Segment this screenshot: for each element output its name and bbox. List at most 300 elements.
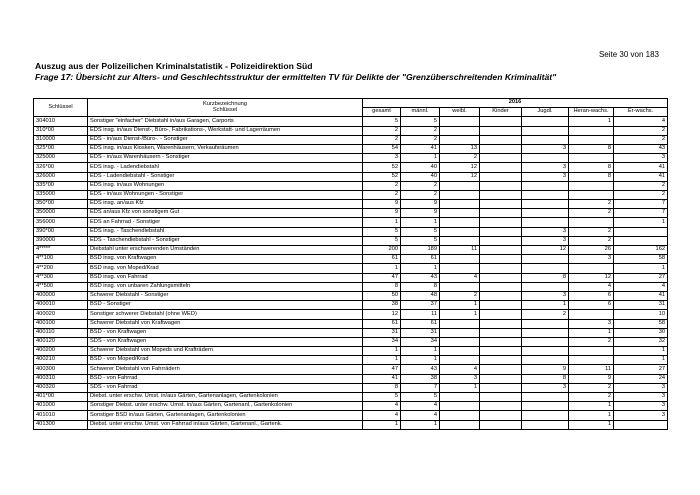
cell-total: 38: [363, 301, 401, 310]
cell-adults: 7: [614, 200, 668, 209]
cell-female: 3: [440, 374, 480, 383]
cell-total: 1: [363, 356, 401, 365]
table-row: [34, 411, 668, 420]
cell-key: 310*00: [34, 126, 88, 135]
cell-juveniles: 3: [522, 291, 569, 300]
cell-female: [440, 356, 480, 365]
cell-male: 2: [401, 135, 440, 144]
cell-juveniles: 3: [522, 172, 569, 181]
cell-key: 400100: [34, 319, 88, 328]
cell-children: [480, 236, 522, 245]
cell-male: 1: [401, 264, 440, 273]
cell-adults: [614, 420, 668, 429]
cell-total: 1: [363, 264, 401, 273]
table-row: [34, 200, 668, 209]
cell-adolescents: 8: [569, 144, 614, 153]
cell-key: 400020: [34, 310, 88, 319]
cell-male: 43: [401, 365, 440, 374]
year-header: 2016: [363, 99, 668, 108]
cell-male: 5: [401, 117, 440, 126]
cell-key: 325000: [34, 154, 88, 163]
cell-total: 5: [363, 236, 401, 245]
cell-total: 5: [363, 227, 401, 236]
cell-children: [480, 246, 522, 255]
cell-male: 1: [401, 154, 440, 163]
cell-female: [440, 328, 480, 337]
cell-adolescents: [569, 264, 614, 273]
cell-children: [480, 356, 522, 365]
cell-juveniles: [522, 319, 569, 328]
cell-juveniles: [522, 264, 569, 273]
cell-children: [480, 144, 522, 153]
cell-children: [480, 172, 522, 181]
cell-juveniles: 2: [522, 310, 569, 319]
cell-description: Schwerer Diebstahl von Fahrrädern: [88, 365, 363, 374]
cell-adolescents: [569, 126, 614, 135]
column-header-key: Schlüssel: [34, 99, 88, 117]
cell-children: [480, 135, 522, 144]
cell-total: 9: [363, 209, 401, 218]
cell-adolescents: [569, 181, 614, 190]
cell-male: 40: [401, 172, 440, 181]
cell-adults: 2: [614, 190, 668, 199]
column-header-description: [88, 99, 363, 117]
cell-key: 4**200: [34, 264, 88, 273]
cell-adults: 1: [614, 356, 668, 365]
cell-adolescents: 3: [569, 255, 614, 264]
table-row: [34, 393, 668, 402]
table-row: [34, 337, 668, 346]
cell-adults: 27: [614, 273, 668, 282]
cell-female: [440, 126, 480, 135]
report-subheading: Frage 17: Übersicht zur Alters- und Geschlechtsstruktur der ermittelten TV für Delikte der "Grenzüberschreitenden Kriminalität": [35, 72, 557, 82]
cell-male: 61: [401, 255, 440, 264]
table-row: [34, 319, 668, 328]
cell-children: [480, 301, 522, 310]
cell-total: 52: [363, 163, 401, 172]
column-header-adolescents: Heran-wachs.: [569, 108, 614, 117]
column-header-description-line2: Schlüssel: [212, 106, 238, 113]
cell-male: 189: [401, 246, 440, 255]
table-row: [34, 154, 668, 163]
cell-male: 1: [401, 356, 440, 365]
cell-children: [480, 393, 522, 402]
cell-female: 1: [440, 301, 480, 310]
cell-key: 401*00: [34, 393, 88, 402]
cell-female: [440, 227, 480, 236]
cell-description: EDS an/aus Kfz von sonstigem Gut: [88, 209, 363, 218]
cell-total: 5: [363, 117, 401, 126]
cell-juveniles: 8: [522, 374, 569, 383]
column-header-children: Kinder: [480, 108, 522, 117]
column-header-total: gesamt: [363, 108, 401, 117]
cell-female: [440, 117, 480, 126]
cell-adults: 3: [614, 154, 668, 163]
cell-female: 2: [440, 291, 480, 300]
cell-female: [440, 264, 480, 273]
cell-juveniles: 3: [522, 144, 569, 153]
table-row: [34, 356, 668, 365]
cell-description: BSD insg. von unbaren Zahlungsmitteln: [88, 282, 363, 291]
cell-male: 2: [401, 181, 440, 190]
cell-female: [440, 393, 480, 402]
cell-adults: 1: [614, 264, 668, 273]
cell-adolescents: 1: [569, 117, 614, 126]
cell-adults: 41: [614, 291, 668, 300]
table-row: [34, 273, 668, 282]
cell-male: 41: [401, 144, 440, 153]
table-row: [34, 264, 668, 273]
cell-male: 34: [401, 337, 440, 346]
cell-adolescents: 2: [569, 209, 614, 218]
cell-juveniles: [522, 402, 569, 411]
cell-adults: 58: [614, 319, 668, 328]
cell-children: [480, 402, 522, 411]
cell-adults: 2: [614, 181, 668, 190]
cell-female: [440, 255, 480, 264]
cell-children: [480, 163, 522, 172]
cell-children: [480, 200, 522, 209]
cell-adolescents: 8: [569, 172, 614, 181]
cell-total: 34: [363, 337, 401, 346]
cell-female: 1: [440, 383, 480, 392]
cell-juveniles: [522, 200, 569, 209]
cell-juveniles: 3: [522, 163, 569, 172]
cell-total: 47: [363, 273, 401, 282]
cell-male: 1: [401, 347, 440, 356]
cell-key: 326000: [34, 172, 88, 181]
cell-juveniles: 12: [522, 246, 569, 255]
cell-key: 310000: [34, 135, 88, 144]
cell-description: EDS insg. an/aus Kfz: [88, 200, 363, 209]
cell-male: 37: [401, 301, 440, 310]
cell-adults: 3: [614, 402, 668, 411]
cell-adults: 2: [614, 135, 668, 144]
table-row: [34, 347, 668, 356]
cell-male: 31: [401, 328, 440, 337]
cell-children: [480, 273, 522, 282]
table-row: [34, 301, 668, 310]
cell-description: Sonstiger BSD in/aus Gärten, Gartenanlagen, Gartenkolonien: [88, 411, 363, 420]
table-row: [34, 135, 668, 144]
table-row: [34, 181, 668, 190]
cell-key: 400110: [34, 328, 88, 337]
column-header-juveniles: Jugdl.: [522, 108, 569, 117]
cell-adults: 58: [614, 255, 668, 264]
cell-juveniles: [522, 117, 569, 126]
cell-juveniles: 9: [522, 365, 569, 374]
cell-adults: 41: [614, 163, 668, 172]
cell-adolescents: [569, 218, 614, 227]
cell-description: Sonstiger "einfacher" Diebstahl in/aus Garagen, Carports: [88, 117, 363, 126]
cell-adults: 27: [614, 365, 668, 374]
cell-total: 47: [363, 365, 401, 374]
cell-total: 4: [363, 411, 401, 420]
cell-description: Sonstiger Diebst. unter erschw. Umst. in/aus Gärten, Gartenanl., Gartenkolonien: [88, 402, 363, 411]
table-row: [34, 374, 668, 383]
cell-adults: 30: [614, 328, 668, 337]
table-row: [34, 209, 668, 218]
cell-adults: 3: [614, 393, 668, 402]
cell-description: EDS - Taschendiebstahl - Sonstiger: [88, 236, 363, 245]
cell-juveniles: [522, 420, 569, 429]
cell-adults: 1: [614, 218, 668, 227]
cell-male: 43: [401, 273, 440, 282]
cell-female: 2: [440, 154, 480, 163]
cell-total: 5: [363, 393, 401, 402]
cell-description: Diebst. unter erschw. Umst. in/aus Gärten, Gartenanlagen, Gartenkolonien: [88, 393, 363, 402]
cell-key: 400120: [34, 337, 88, 346]
cell-juveniles: [522, 328, 569, 337]
cell-total: 2: [363, 181, 401, 190]
cell-adults: 162: [614, 246, 668, 255]
cell-female: [440, 218, 480, 227]
cell-male: 40: [401, 163, 440, 172]
cell-male: 1: [401, 218, 440, 227]
table-header-row: [34, 99, 668, 108]
cell-children: [480, 209, 522, 218]
cell-adolescents: 3: [569, 319, 614, 328]
cell-total: 3: [363, 154, 401, 163]
cell-adolescents: [569, 347, 614, 356]
cell-female: 13: [440, 144, 480, 153]
cell-total: 4: [363, 402, 401, 411]
cell-key: 401300: [34, 420, 88, 429]
cell-children: [480, 291, 522, 300]
cell-children: [480, 117, 522, 126]
cell-description: BSD insg. von Kraftwagen: [88, 255, 363, 264]
table-row: [34, 291, 668, 300]
cell-children: [480, 310, 522, 319]
cell-children: [480, 365, 522, 374]
cell-key: 304010: [34, 117, 88, 126]
cell-adolescents: 12: [569, 273, 614, 282]
cell-key: 400300: [34, 365, 88, 374]
cell-total: 61: [363, 319, 401, 328]
table-row: [34, 282, 668, 291]
cell-description: Diebst. unter erschw. Umst. von Fahrrad in/aus Gärten, Gartenanl., Gartenk.: [88, 420, 363, 429]
cell-female: [440, 319, 480, 328]
cell-male: 11: [401, 310, 440, 319]
table-row: [34, 126, 668, 135]
cell-description: BSD - Sonstiger: [88, 301, 363, 310]
cell-description: EDS insg. - Ladendiebstahl: [88, 163, 363, 172]
cell-description: EDS insg. in/aus Wohnungen: [88, 181, 363, 190]
cell-juveniles: [522, 337, 569, 346]
cell-male: 4: [401, 411, 440, 420]
cell-juveniles: [522, 181, 569, 190]
cell-key: 400210: [34, 356, 88, 365]
cell-juveniles: [522, 411, 569, 420]
cell-juveniles: [522, 154, 569, 163]
table-row: [34, 227, 668, 236]
cell-adults: 3: [614, 411, 668, 420]
cell-adolescents: [569, 310, 614, 319]
cell-male: 9: [401, 209, 440, 218]
cell-juveniles: 1: [522, 301, 569, 310]
cell-total: 31: [363, 328, 401, 337]
cell-adults: [614, 236, 668, 245]
cell-male: 38: [401, 374, 440, 383]
cell-adults: 43: [614, 144, 668, 153]
cell-children: [480, 227, 522, 236]
table-row: [34, 144, 668, 153]
cell-children: [480, 319, 522, 328]
cell-female: [440, 282, 480, 291]
cell-juveniles: 3: [522, 227, 569, 236]
cell-key: 4*****: [34, 246, 88, 255]
table-row: [34, 163, 668, 172]
cell-total: 1: [363, 218, 401, 227]
cell-total: 54: [363, 144, 401, 153]
cell-adolescents: 26: [569, 246, 614, 255]
cell-adults: [614, 227, 668, 236]
cell-adults: 3: [614, 383, 668, 392]
column-header-description-line1: Kurzbezeichnung: [203, 100, 247, 107]
cell-adolescents: 1: [569, 402, 614, 411]
cell-juveniles: [522, 218, 569, 227]
cell-male: 61: [401, 319, 440, 328]
column-header-female: weibl.: [440, 108, 480, 117]
cell-key: 401000: [34, 402, 88, 411]
table-row: [34, 402, 668, 411]
cell-key: 4**100: [34, 255, 88, 264]
cell-adolescents: 2: [569, 200, 614, 209]
cell-key: 4**300: [34, 273, 88, 282]
cell-description: BSD - von Moped/Krad: [88, 356, 363, 365]
cell-female: 11: [440, 246, 480, 255]
cell-children: [480, 255, 522, 264]
cell-description: SDS - von Fahrrad: [88, 383, 363, 392]
cell-juveniles: [522, 282, 569, 291]
cell-key: 4**500: [34, 282, 88, 291]
cell-adolescents: 2: [569, 227, 614, 236]
cell-juveniles: [522, 347, 569, 356]
column-header-male: männl.: [401, 108, 440, 117]
cell-total: 2: [363, 190, 401, 199]
cell-children: [480, 347, 522, 356]
cell-juveniles: [522, 209, 569, 218]
cell-total: 50: [363, 291, 401, 300]
cell-adults: 4: [614, 117, 668, 126]
cell-description: Schwerer Diebstahl von Kraftwagen: [88, 319, 363, 328]
cell-male: 5: [401, 236, 440, 245]
cell-female: [440, 200, 480, 209]
cell-key: 335000: [34, 190, 88, 199]
cell-juveniles: [522, 135, 569, 144]
cell-male: 8: [401, 282, 440, 291]
cell-key: 400010: [34, 301, 88, 310]
cell-key: 390000: [34, 236, 88, 245]
cell-adolescents: 2: [569, 383, 614, 392]
cell-male: 4: [401, 402, 440, 411]
cell-children: [480, 264, 522, 273]
cell-description: BSD insg. von Moped/Krad: [88, 264, 363, 273]
cell-female: 12: [440, 172, 480, 181]
cell-total: 8: [363, 282, 401, 291]
cell-male: 48: [401, 291, 440, 300]
cell-key: 350*00: [34, 200, 88, 209]
cell-children: [480, 154, 522, 163]
cell-description: EDS insg. in/aus Dienst-, Büro-, Fabrikations-, Werkstatt- und Lagerräumen: [88, 126, 363, 135]
table-row: [34, 117, 668, 126]
cell-adults: 7: [614, 209, 668, 218]
cell-juveniles: 8: [522, 273, 569, 282]
cell-children: [480, 383, 522, 392]
cell-female: [440, 347, 480, 356]
table-row: [34, 383, 668, 392]
cell-children: [480, 282, 522, 291]
table-row: [34, 328, 668, 337]
cell-description: BSD - von Fahrrad: [88, 374, 363, 383]
cell-adolescents: 11: [569, 365, 614, 374]
cell-description: SDS - von Kraftwagen: [88, 337, 363, 346]
cell-adolescents: [569, 154, 614, 163]
cell-juveniles: [522, 126, 569, 135]
report-heading: Auszug aus der Polizeilichen Kriminalstatistik - Polizeidirektion Süd: [35, 61, 313, 71]
cell-children: [480, 190, 522, 199]
table-row: [34, 255, 668, 264]
cell-adolescents: [569, 190, 614, 199]
cell-juveniles: 3: [522, 236, 569, 245]
cell-adolescents: 2: [569, 393, 614, 402]
crime-statistics-table: [33, 98, 668, 430]
cell-total: 2: [363, 126, 401, 135]
cell-adolescents: 6: [569, 291, 614, 300]
cell-female: [440, 181, 480, 190]
table-row: [34, 172, 668, 181]
cell-female: [440, 411, 480, 420]
cell-female: [440, 337, 480, 346]
table-row: [34, 190, 668, 199]
cell-female: [440, 135, 480, 144]
cell-key: 335*00: [34, 181, 88, 190]
cell-children: [480, 126, 522, 135]
cell-adolescents: 6: [569, 301, 614, 310]
cell-key: 390*00: [34, 227, 88, 236]
cell-adolescents: 2: [569, 337, 614, 346]
cell-female: [440, 209, 480, 218]
cell-description: BSD - von Kraftwagen: [88, 328, 363, 337]
cell-adolescents: 8: [569, 163, 614, 172]
cell-female: 12: [440, 163, 480, 172]
cell-adolescents: 4: [569, 282, 614, 291]
cell-description: Diebstahl unter erschwerenden Umständen: [88, 246, 363, 255]
cell-adults: 4: [614, 282, 668, 291]
cell-children: [480, 218, 522, 227]
cell-key: 400000: [34, 291, 88, 300]
cell-male: 9: [401, 200, 440, 209]
cell-adolescents: 1: [569, 420, 614, 429]
table-row: [34, 365, 668, 374]
cell-children: [480, 337, 522, 346]
cell-adults: 24: [614, 374, 668, 383]
table-row: [34, 310, 668, 319]
cell-key: 401010: [34, 411, 88, 420]
cell-total: 1: [363, 347, 401, 356]
cell-key: 350000: [34, 209, 88, 218]
cell-male: 5: [401, 393, 440, 402]
cell-key: 400200: [34, 347, 88, 356]
cell-adults: 2: [614, 126, 668, 135]
cell-female: [440, 236, 480, 245]
cell-female: [440, 402, 480, 411]
cell-adolescents: 1: [569, 328, 614, 337]
cell-key: 325*00: [34, 144, 88, 153]
cell-juveniles: [522, 190, 569, 199]
cell-female: 1: [440, 310, 480, 319]
cell-adolescents: 2: [569, 236, 614, 245]
